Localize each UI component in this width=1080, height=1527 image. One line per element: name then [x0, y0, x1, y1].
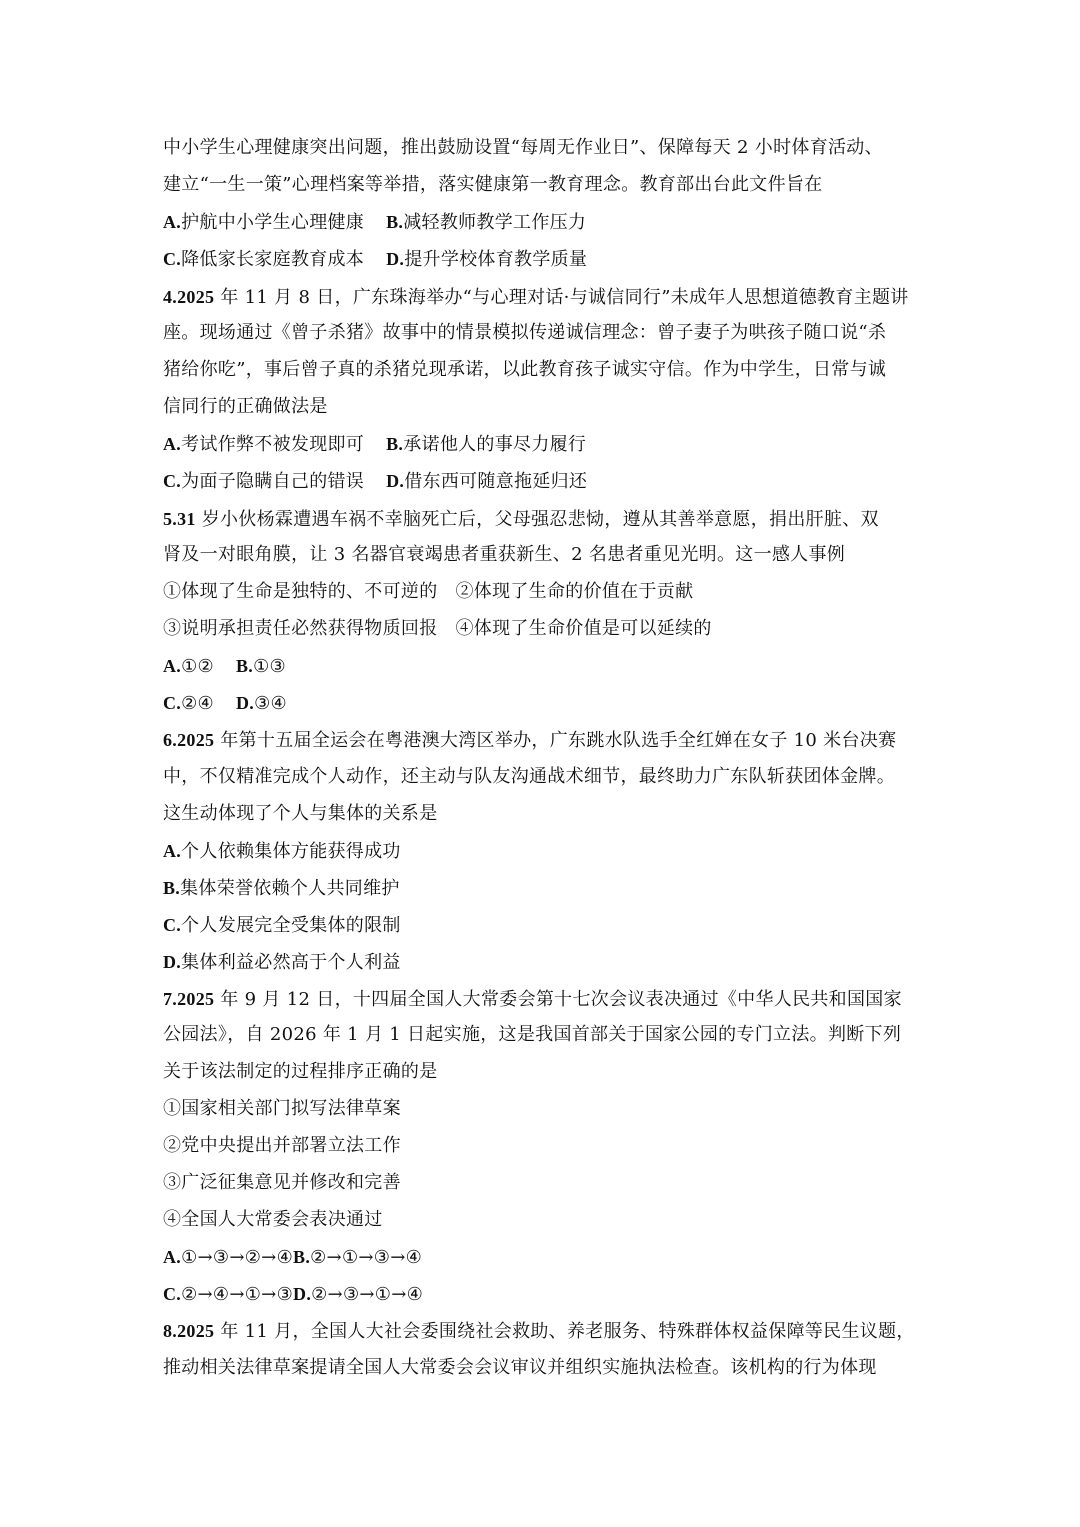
question-number: 4.2025 — [163, 287, 215, 307]
option-text: 减轻教师教学工作压力 — [403, 212, 587, 233]
option-label: C. — [163, 471, 182, 491]
q5-items-row-12 — [163, 579, 923, 605]
q5-items-row-34 — [163, 616, 923, 642]
q5-stem-line: 肾及一对眼角膜，让 3 名器官衰竭患者重获新生、2 名患者重见光明。这一感人事例 — [163, 544, 846, 565]
q6-option-d — [163, 949, 923, 976]
q5-options-row-cd — [163, 690, 923, 717]
option-label: B. — [163, 878, 181, 898]
option-label: B. — [293, 1247, 311, 1267]
option-text: 个人发展完全受集体的限制 — [181, 915, 401, 936]
q7-stem-line: 公园法》，自 2026 年 1 月 1 日起实施，这是我国首部关于国家公园的专门立法。判断下列 — [163, 1024, 902, 1045]
q4-stem-text: 年 11 月 8 日，广东珠海举办“与心理对话·与诚信同行”未成年人思想道德教育主题讲 — [214, 287, 909, 308]
q7-stem-line — [163, 986, 923, 1013]
option-text: ②④ — [181, 693, 214, 714]
statement-item: ①体现了生命是独特的、不可逆的 — [163, 581, 438, 602]
q5-options-row-ab — [163, 653, 923, 680]
q8-stem-text: 年 11 月，全国人大社会委围绕社会救助、养老服务、特殊群体权益保障等民生议题， — [214, 1321, 915, 1342]
statement-item: ③说明承担责任必然获得物质回报 — [163, 618, 438, 639]
option-label: A. — [163, 841, 182, 861]
option-label: C. — [163, 693, 182, 713]
option-label: B. — [235, 656, 254, 676]
q4-stem-line: 座。现场通过《曾子杀猪》故事中的情景模拟传递诚信理念：曾子妻子为哄孩子随口说“杀 — [163, 322, 887, 343]
q7-options-row-ab — [163, 1244, 923, 1271]
statement-item: ①国家相关部门拟写法律草案 — [163, 1098, 401, 1119]
question-number: 6.2025 — [163, 730, 215, 750]
q3-options-row-cd — [163, 246, 923, 273]
option-text: 护航中小学生心理健康 — [181, 212, 365, 233]
statement-item: ④体现了生命价值是可以延续的 — [455, 618, 712, 639]
option-label: D. — [386, 471, 405, 491]
q7-options-row-cd — [163, 1281, 923, 1308]
q4-options-row-ab — [163, 431, 923, 458]
statement-item: ③广泛征集意见并修改和完善 — [163, 1172, 401, 1193]
q6-stem-line: 这生动体现了个人与集体的关系是 — [163, 803, 438, 824]
option-text: ①③ — [253, 656, 286, 677]
question-number: 5.31 — [163, 509, 196, 529]
q3-stem-line: 中小学生心理健康突出问题，推出鼓励设置“每周无作业日”、保障每天 2 小时体育活动、 — [163, 137, 883, 158]
q4-stem-line: 信同行的正确做法是 — [163, 396, 328, 417]
q4-stem-line: 猪给你吃”，事后曾子真的杀猪兑现承诺，以此教育孩子诚实守信。作为中学生，日常与诚 — [163, 359, 887, 380]
option-label: B. — [386, 434, 404, 454]
option-text: ①② — [181, 656, 214, 677]
option-label: D. — [293, 1284, 312, 1304]
option-text: 借东西可随意拖延归还 — [404, 471, 588, 492]
q4-options-row-cd — [163, 468, 923, 495]
option-text: 集体荣誉依赖个人共同维护 — [180, 878, 400, 899]
question-number: 8.2025 — [163, 1321, 215, 1341]
option-text: 承诺他人的事尽力履行 — [403, 434, 587, 455]
statement-item: ④全国人大常委会表决通过 — [163, 1209, 383, 1230]
option-label: A. — [163, 434, 182, 454]
option-label: C. — [163, 249, 182, 269]
q6-stem-line — [163, 727, 923, 754]
option-label: D. — [386, 249, 405, 269]
option-label: A. — [163, 1247, 182, 1267]
q6-option-b — [163, 875, 923, 902]
q3-options-row-ab — [163, 209, 923, 236]
option-label: A. — [163, 212, 182, 232]
statement-item: ②党中央提出并部署立法工作 — [163, 1135, 401, 1156]
option-label: D. — [163, 952, 182, 972]
option-text: ③④ — [254, 693, 287, 714]
q7-stem-text: 年 9 月 12 日，十四届全国人大常委会第十七次会议表决通过《中华人民共和国国家 — [214, 989, 902, 1010]
option-text: ①→③→②→④ — [181, 1247, 294, 1268]
option-text: 为面子隐瞒自己的错误 — [181, 471, 365, 492]
option-text: 考试作弊不被发现即可 — [181, 434, 365, 455]
question-number: 7.2025 — [163, 989, 215, 1009]
option-text: 集体利益必然高于个人利益 — [181, 952, 401, 973]
option-text: 提升学校体育教学质量 — [404, 249, 588, 270]
q3-stem-line: 建立“一生一策”心理档案等举措，落实健康第一教育理念。教育部出台此文件旨在 — [163, 174, 823, 195]
statement-item: ②体现了生命的价值在于贡献 — [455, 581, 694, 602]
option-text: 降低家长家庭教育成本 — [181, 249, 365, 270]
option-label: C. — [163, 1284, 182, 1304]
option-label: C. — [163, 915, 182, 935]
option-text: ②→①→③→④ — [310, 1247, 423, 1268]
q8-stem-line — [163, 1318, 923, 1345]
q6-option-c — [163, 912, 923, 939]
q6-option-a — [163, 838, 923, 865]
q4-stem-line — [163, 284, 923, 311]
q5-stem-text: 岁小伙杨霖遭遇车祸不幸脑死亡后，父母强忍悲恸，遵从其善举意愿，捐出肝脏、双 — [195, 509, 879, 530]
q5-stem-line — [163, 506, 923, 533]
q8-stem-line: 推动相关法律草案提请全国人大常委会会议审议并组织实施执法检查。该机构的行为体现 — [163, 1357, 877, 1378]
option-label: A. — [163, 656, 182, 676]
option-text: 个人依赖集体方能获得成功 — [181, 841, 401, 862]
option-label: D. — [235, 693, 255, 713]
q6-stem-text: 年第十五届全运会在粤港澳大湾区举办，广东跳水队选手全红婵在女子 10 米台决赛 — [214, 730, 897, 751]
option-text: ②→④→①→③ — [181, 1284, 294, 1305]
option-text: ②→③→①→④ — [311, 1284, 424, 1305]
option-label: B. — [386, 212, 404, 232]
q6-stem-line: 中，不仅精准完成个人动作，还主动与队友沟通战术细节，最终助力广东队斩获团体金牌。 — [163, 766, 895, 787]
q7-stem-line: 关于该法制定的过程排序正确的是 — [163, 1061, 438, 1082]
